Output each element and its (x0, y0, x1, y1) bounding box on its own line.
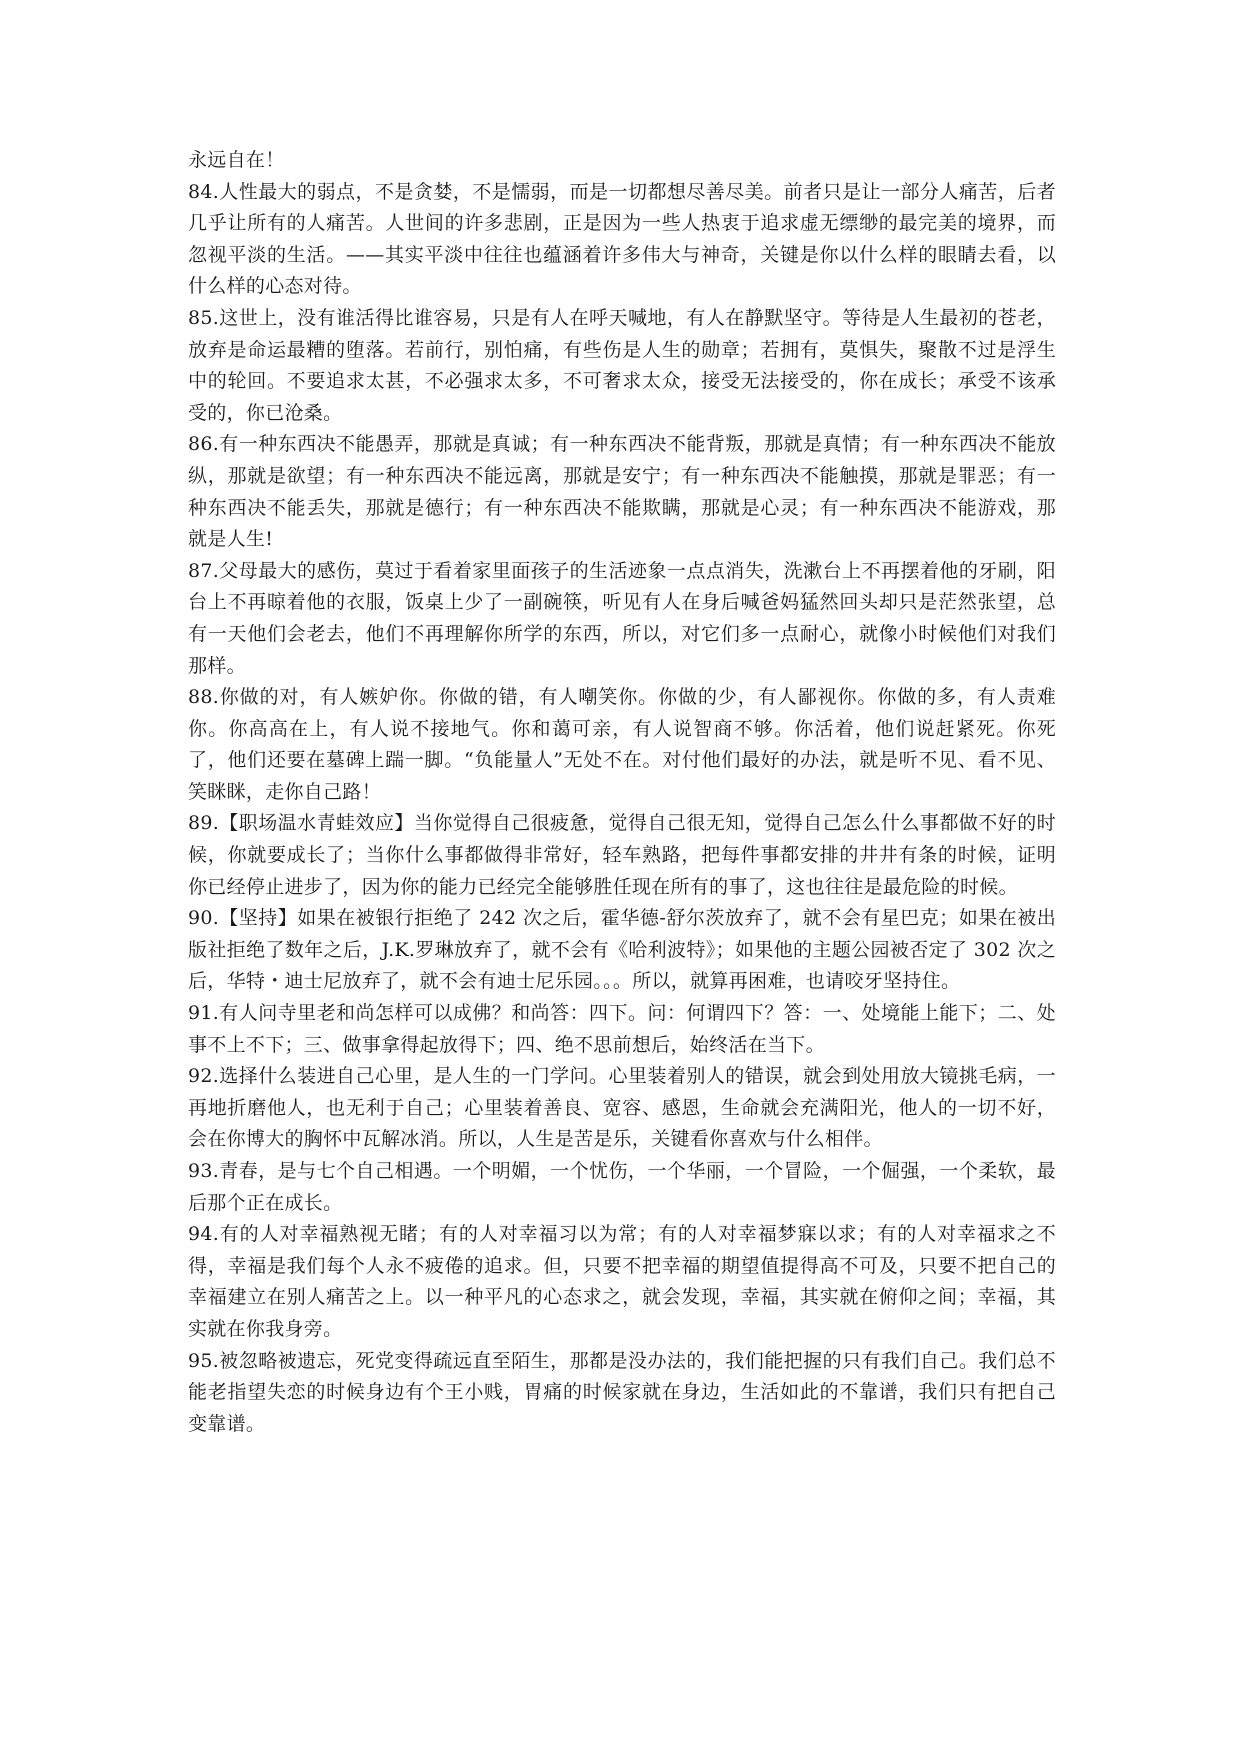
paragraph-86: 86.有一种东西决不能愚弄，那就是真诚；有一种东西决不能背叛，那就是真情；有一种东西决不能放纵，那就是欲望；有一种东西决不能远离，那就是安宁；有一种东西决不能触摸，那就是罪恶；有一种东西决不能丢失，那就是德行；有一种东西决不能欺瞒，那就是心灵；有一种东西决不能游戏，那就是人生! (188, 433, 1056, 551)
paragraph-95: 95.被忽略被遗忘，死党变得疏远直至陌生，那都是没办法的，我们能把握的只有我们自己。我们总不能老指望失恋的时候身边有个王小贱，胃痛的时候家就在身边，生活如此的不靠谱，我们只有把自己变靠谱。 (188, 1349, 1056, 1435)
paragraph-84: 84.人性最大的弱点，不是贪婪，不是懦弱，而是一切都想尽善尽美。前者只是让一部分人痛苦，后者几乎让所有的人痛苦。人世间的许多悲剧，正是因为一些人热衷于追求虚无缥缈的最完美的境界，而忽视平淡的生活。——其实平淡中往往也蕴涵着许多伟大与神奇，关键是你以什么样的眼睛去看，以什么样的心态对待。 (188, 180, 1056, 298)
paragraph-88: 88.你做的对，有人嫉妒你。你做的错，有人嘲笑你。你做的少，有人鄙视你。你做的多，有人责难你。你高高在上，有人说不接地气。你和蔼可亲，有人说智商不够。你活着，他们说赶紧死。你死了，他们还要在墓碑上踹一脚。“负能量人”无处不在。对付他们最好的办法，就是听不见、看不见、笑眯眯，走你自己路！ (188, 686, 1056, 803)
paragraph-94: 94.有的人对幸福熟视无睹；有的人对幸福习以为常；有的人对幸福梦寐以求；有的人对幸福求之不得，幸福是我们每个人永不疲倦的追求。但，只要不把幸福的期望值提得高不可及，只要不把自己的幸福建立在别人痛苦之上。以一种平凡的心态求之，就会发现，幸福，其实就在俯仰之间；幸福，其实就在你我身旁。 (188, 1223, 1056, 1340)
paragraph-93: 93.青春，是与七个自己相遇。一个明媚，一个忧伤，一个华丽，一个冒险，一个倔强，一个柔软，最后那个正在成长。 (188, 1160, 1056, 1214)
paragraph-92: 92.选择什么装进自己心里，是人生的一门学问。心里装着别人的错误，就会到处用放大镜挑毛病，一再地折磨他人，也无利于自己；心里装着善良、宽容、感恩，生命就会充满阳光，他人的一切不好，会在你博大的胸怀中瓦解冰消。所以，人生是苦是乐，关键看你喜欢与什么相伴。 (188, 1065, 1056, 1151)
document-body (188, 145, 1056, 1440)
paragraph-continuation: 永远自在！ (188, 149, 285, 171)
paragraph-91: 91.有人问寺里老和尚怎样可以成佛？和尚答：四下。问：何谓四下？答：一、处境能上能下；二、处事不上不下；三、做事拿得起放得下；四、绝不思前想后，始终活在当下。 (188, 1002, 1056, 1056)
paragraph-90: 90.【坚持】如果在被银行拒绝了 242 次之后，霍华德-舒尔茨放弃了，就不会有星巴克；如果在被出版社拒绝了数年之后，J.K.罗琳放弃了，就不会有《哈利波特》；如果他的主题公园被否定了 302 次之后，华特・迪士尼放弃了，就不会有迪士尼乐园。。。所以，就算再困难，也请咬牙坚持住。 (188, 907, 1056, 993)
paragraph-87: 87.父母最大的感伤，莫过于看着家里面孩子的生活迹象一点点消失，洗漱台上不再摆着他的牙刷，阳台上不再晾着他的衣服，饭桌上少了一副碗筷，听见有人在身后喊爸妈猛然回头却只是茫然张望，总有一天他们会老去，他们不再理解你所学的东西，所以，对它们多一点耐心，就像小时候他们对我们那样。 (188, 559, 1056, 677)
paragraph-85: 85.这世上，没有谁活得比谁容易，只是有人在呼天喊地，有人在静默坚守。等待是人生最初的苍老，放弃是命运最糟的堕落。若前行，别怕痛，有些伤是人生的勋章；若拥有，莫惧失，聚散不过是浮生中的轮回。不要追求太甚，不必强求太多，不可奢求太众，接受无法接受的，你在成长；承受不该承受的，你已沧桑。 (188, 306, 1056, 424)
paragraph-89: 89.【职场温水青蛙效应】当你觉得自己很疲惫，觉得自己很无知，觉得自己怎么什么事都做不好的时候，你就要成长了；当你什么事都做得非常好，轻车熟路，把每件事都安排的井井有条的时候，证明你已经停止进步了，因为你的能力已经完全能够胜任现在所有的事了，这也往往是最危险的时候。 (188, 812, 1056, 898)
